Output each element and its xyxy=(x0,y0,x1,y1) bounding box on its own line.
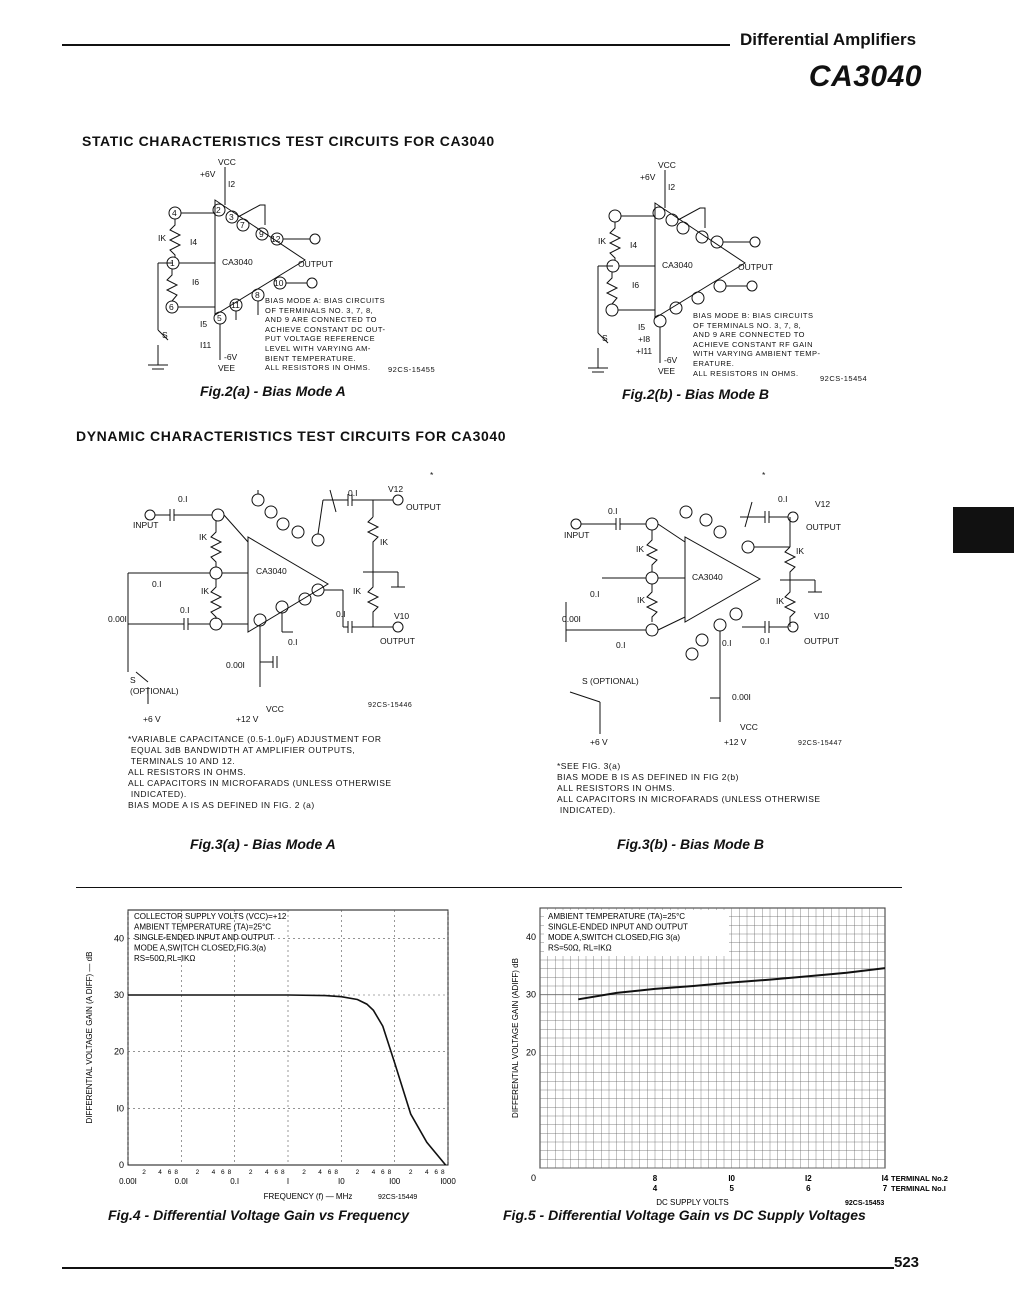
svg-text:0.I: 0.I xyxy=(288,637,298,647)
fig5-chart xyxy=(505,900,948,1207)
fig4-code: 92CS-15449 xyxy=(378,1194,418,1201)
fig2b-i8-label: +I8 xyxy=(638,334,651,344)
page-number: 523 xyxy=(894,1254,920,1271)
fig2a-i6-label: I6 xyxy=(192,277,200,287)
fig4-chart xyxy=(78,900,468,1200)
svg-text:VCC: VCC xyxy=(740,722,758,732)
svg-text:0.I: 0.I xyxy=(336,609,346,619)
svg-text:+12 V: +12 V xyxy=(724,737,747,747)
fig3a-switch-label: S xyxy=(130,675,136,685)
fig5-x-zero-label: 0 xyxy=(530,1173,536,1183)
fig4-condition-text: SINGLE-ENDED INPUT AND OUTPUT xyxy=(134,933,274,942)
thumb-tab xyxy=(953,507,1014,553)
fig2b-output-label: OUTPUT xyxy=(738,262,773,272)
svg-text:4: 4 xyxy=(172,208,177,218)
fig4-x-tick-label: 0.0I xyxy=(174,1177,189,1186)
fig2b-neg6-label: -6V xyxy=(664,355,678,365)
svg-text:VCC: VCC xyxy=(266,704,284,714)
svg-text:6: 6 xyxy=(169,302,174,312)
fig4-x-tick-label: I00 xyxy=(389,1177,401,1186)
fig2a-i2-label: I2 xyxy=(228,179,236,189)
fig5-x-tick-label-t1: 5 xyxy=(729,1184,734,1193)
fig5-x-tick-label-t2: 8 xyxy=(652,1174,658,1183)
dynamic-section-title: DYNAMIC CHARACTERISTICS TEST CIRCUITS FOR CA3040 xyxy=(76,428,507,444)
fig4-minor-tick-label: 8 xyxy=(334,1169,338,1176)
svg-text:IK: IK xyxy=(380,537,389,547)
svg-text:0.I: 0.I xyxy=(722,638,732,648)
fig3b-caption: Fig.3(b) - Bias Mode B xyxy=(617,836,764,852)
svg-text:(OPTIONAL): (OPTIONAL) xyxy=(130,686,179,696)
svg-text:0.00I: 0.00I xyxy=(562,614,581,624)
fig5-x-tick-label-t2: I2 xyxy=(804,1174,812,1183)
fig2a-i11-label: I11 xyxy=(200,340,212,350)
fig5-x-tick-label-t1: 6 xyxy=(806,1184,811,1193)
fig4-condition-text: COLLECTOR SUPPLY VOLTS (VCC)=+12 xyxy=(134,912,287,921)
fig4-minor-tick-label: 6 xyxy=(274,1169,278,1176)
fig4-minor-tick-label: 2 xyxy=(195,1169,200,1176)
svg-text:0.00I: 0.00I xyxy=(108,614,127,624)
svg-text:2: 2 xyxy=(216,205,221,215)
fig2b-i6-label: I6 xyxy=(632,280,640,290)
fig4-y-tick-label: 30 xyxy=(113,990,124,1000)
fig2a-vcc-label: VCC xyxy=(218,157,236,167)
fig2a-output-label: OUTPUT xyxy=(298,259,333,269)
fig4-minor-tick-label: 6 xyxy=(167,1169,172,1176)
fig4-condition-text: MODE A,SWITCH CLOSED,FIG.3(a) xyxy=(134,943,267,953)
fig4-minor-tick-label: 8 xyxy=(387,1169,392,1176)
svg-text:IK: IK xyxy=(637,595,646,605)
fig2b-caption: Fig.2(b) - Bias Mode B xyxy=(622,386,769,402)
fig4-series-line xyxy=(128,995,446,1165)
fig3a-code: 92CS-15446 xyxy=(368,702,413,709)
fig4-minor-tick-label: 8 xyxy=(281,1169,285,1176)
fig4-minor-tick-label: 4 xyxy=(211,1169,216,1176)
fig3a-caption: Fig.3(a) - Bias Mode A xyxy=(190,836,336,852)
fig2a-switch-label: S xyxy=(162,330,168,340)
fig5-x-axis-title: DC SUPPLY VOLTS xyxy=(656,1198,729,1207)
svg-text:0.I: 0.I xyxy=(608,506,618,516)
fig2a-neg6-label: -6V xyxy=(224,352,238,362)
fig3a-input-label: INPUT xyxy=(133,520,159,530)
fig4-minor-tick-label: 6 xyxy=(381,1169,385,1176)
svg-text:11: 11 xyxy=(231,300,240,310)
fig2a-i5-label: I5 xyxy=(200,319,208,329)
fig4-minor-tick-label: 6 xyxy=(221,1169,225,1176)
svg-text:V10: V10 xyxy=(814,611,830,621)
fig4-condition-text: RS=50Ω,RL=IKΩ xyxy=(134,954,196,963)
svg-text:IK: IK xyxy=(636,544,645,554)
fig4-minor-tick-label: 4 xyxy=(318,1169,322,1176)
fig4-x-tick-label: I xyxy=(286,1177,290,1186)
svg-text:0.I: 0.I xyxy=(348,488,358,498)
fig3a-star: * xyxy=(430,470,434,480)
svg-text:0.00I: 0.00I xyxy=(226,660,245,670)
fig4-y-tick-label: 40 xyxy=(113,933,124,944)
svg-text:0.I: 0.I xyxy=(778,494,788,504)
fig5-x-tick-label-t1: 4 xyxy=(652,1184,658,1193)
fig3a-chip-label: CA3040 xyxy=(256,566,287,576)
fig2b-r1k-label: IK xyxy=(598,236,607,246)
fig4-minor-tick-label: 2 xyxy=(142,1169,146,1176)
fig2b-plus6-label: +6V xyxy=(640,172,656,182)
fig4-minor-tick-label: 2 xyxy=(302,1169,306,1176)
fig3b-circuit xyxy=(560,472,860,752)
fig2b-vee-label: VEE xyxy=(658,366,676,376)
svg-text:0.I: 0.I xyxy=(590,589,600,599)
fig5-y-axis-title: DIFFERENTIAL VOLTAGE GAIN (ADIFF) dB xyxy=(511,958,520,1118)
fig4-y-tick-label: 20 xyxy=(113,1046,124,1057)
svg-text:12: 12 xyxy=(271,234,281,244)
fig2b-vcc-label: VCC xyxy=(658,160,676,170)
fig4-y-tick-label: 0 xyxy=(118,1160,124,1170)
fig4-x-tick-label: 0.00I xyxy=(119,1177,137,1186)
fig5-code: 92CS-15453 xyxy=(845,1200,885,1207)
svg-text:V10: V10 xyxy=(394,611,410,621)
svg-text:IK: IK xyxy=(353,586,362,596)
fig4-x-tick-label: 0.I xyxy=(230,1177,240,1186)
fig5-condition-text: AMBIENT TEMPERATURE (TA)=25°C xyxy=(548,912,686,921)
fig3a-note: *VARIABLE CAPACITANCE (0.5-1.0μF) ADJUSTMENT FOR EQUAL 3dB BANDWIDTH AT AMPLIFIER OUTPUTS, TERMINALS 10 AND 12. ALL RESISTORS IN OHMS. ALL CAPACITORS IN MICROFARADS (UNLESS OTHERWISE INDICATED). BIAS MODE A IS AS DEFINED IN FIG. 2 (a) xyxy=(128,734,392,810)
fig5-caption: Fig.5 - Differential Voltage Gain vs DC Supply Voltages xyxy=(503,1207,866,1223)
graph-divider xyxy=(76,887,902,888)
svg-text:0.I: 0.I xyxy=(616,640,626,650)
fig3b-note: *SEE FIG. 3(a) BIAS MODE B IS AS DEFINED IN FIG 2(b) ALL RESISTORS IN OHMS. ALL CAPACITORS IN MICROFARADS (UNLESS OTHERWISE INDICATED). xyxy=(557,761,821,815)
fig3b-code: 92CS-15447 xyxy=(798,740,843,747)
fig4-y-tick-label: I0 xyxy=(116,1103,124,1114)
fig5-y-tick-label: 40 xyxy=(525,931,536,942)
fig5-x-tick-label-t2: I4 xyxy=(881,1174,889,1183)
svg-text:+6 V: +6 V xyxy=(590,737,608,747)
fig4-minor-tick-label: 8 xyxy=(441,1169,445,1176)
svg-text:5: 5 xyxy=(217,313,222,323)
svg-text:10: 10 xyxy=(274,278,284,288)
fig2b-chip-label: CA3040 xyxy=(662,260,693,270)
svg-text:0.I: 0.I xyxy=(178,494,188,504)
fig2b-note: BIAS MODE B: BIAS CIRCUITS OF TERMINALS NO. 3, 7, 8, AND 9 ARE CONNECTED TO ACHIEVE CONSTANT RF GAIN WITH VARYING AMBIENT TEMP- ERATURE. ALL RESISTORS IN OHMS. xyxy=(693,311,821,378)
fig4-x-tick-label: I000 xyxy=(440,1177,456,1186)
fig4-minor-tick-label: 8 xyxy=(227,1169,232,1176)
fig4-x-axis-title: FREQUENCY (f) — MHz xyxy=(263,1192,353,1201)
fig4-y-axis-title: DIFFERENTIAL VOLTAGE GAIN (A DIFF) — dB xyxy=(85,951,94,1124)
svg-text:0.I: 0.I xyxy=(152,579,162,589)
fig4-minor-tick-label: 4 xyxy=(371,1169,376,1176)
svg-text:1: 1 xyxy=(170,258,175,268)
fig3b-star: * xyxy=(762,470,766,480)
svg-text:7: 7 xyxy=(240,220,245,230)
fig4-minor-tick-label: 4 xyxy=(158,1169,162,1176)
header-category: Differential Amplifiers xyxy=(740,30,917,49)
fig4-minor-tick-label: 2 xyxy=(408,1169,413,1176)
footer-rule xyxy=(62,1267,894,1269)
svg-text:IK: IK xyxy=(776,596,785,606)
fig2a-plus6-label: +6V xyxy=(200,169,216,179)
fig5-x-tick-label-t1: 7 xyxy=(882,1184,888,1193)
fig3b-output12-label: OUTPUT xyxy=(806,522,841,532)
fig2a-chip-label: CA3040 xyxy=(222,257,253,267)
fig5-axis-name-t1: TERMINAL No.I xyxy=(891,1184,946,1193)
fig5-axis-name-t2: TERMINAL No.2 xyxy=(891,1174,948,1183)
fig5-x-tick-label-t2: I0 xyxy=(728,1174,736,1183)
fig2a-r1k-label: IK xyxy=(158,233,167,243)
svg-text:V12: V12 xyxy=(388,484,404,494)
fig3a-output10-label: OUTPUT xyxy=(380,636,415,646)
fig3b-switch-label: S (OPTIONAL) xyxy=(582,676,639,686)
fig4-minor-tick-label: 8 xyxy=(174,1169,178,1176)
fig4-minor-tick-label: 6 xyxy=(434,1169,438,1176)
fig4-minor-tick-label: 6 xyxy=(327,1169,332,1176)
fig3b-input-label: INPUT xyxy=(564,530,590,540)
fig4-minor-tick-label: 4 xyxy=(264,1169,269,1176)
fig3a-output12-label: OUTPUT xyxy=(406,502,441,512)
svg-text:IK: IK xyxy=(199,532,208,542)
fig2b-i11-label: +I11 xyxy=(636,346,653,356)
fig4-condition-text: AMBIENT TEMPERATURE (TA)=25°C xyxy=(134,922,272,932)
svg-text:8: 8 xyxy=(255,290,260,300)
svg-text:9: 9 xyxy=(259,229,264,239)
fig5-condition-text: RS=50Ω, RL=IKΩ xyxy=(548,943,612,953)
fig4-minor-tick-label: 4 xyxy=(424,1169,429,1176)
fig2b-switch-label: S xyxy=(602,333,608,343)
fig2a-i4-label: I4 xyxy=(190,237,198,247)
fig4-caption: Fig.4 - Differential Voltage Gain vs Frequency xyxy=(108,1207,410,1223)
fig3b-chip-label: CA3040 xyxy=(692,572,723,582)
fig5-y-tick-label: 20 xyxy=(525,1047,536,1058)
fig4-minor-tick-label: 2 xyxy=(248,1169,253,1176)
fig4-minor-tick-label: 2 xyxy=(355,1169,360,1176)
fig2b-i2-label: I2 xyxy=(668,182,676,192)
header-rule xyxy=(62,44,730,46)
svg-text:+12 V: +12 V xyxy=(236,714,259,724)
svg-text:0.00I: 0.00I xyxy=(732,692,751,702)
fig4-x-tick-label: I0 xyxy=(337,1177,345,1186)
svg-text:V12: V12 xyxy=(815,499,831,509)
svg-text:IK: IK xyxy=(201,586,210,596)
fig2a-code: 92CS-15455 xyxy=(388,365,436,374)
fig2a-note: BIAS MODE A: BIAS CIRCUITS OF TERMINALS NO. 3, 7, 8, AND 9 ARE CONNECTED TO ACHIEVE CONSTANT DC OUT- PUT VOLTAGE REFERENCE LEVEL WITH VARYING AM- BIENT TEMPERATURE. ALL RESISTORS IN OHMS. xyxy=(265,296,386,373)
svg-text:IK: IK xyxy=(796,546,805,556)
svg-text:3: 3 xyxy=(229,212,234,222)
svg-text:0.I: 0.I xyxy=(760,636,770,646)
fig5-condition-text: MODE A,SWITCH CLOSED,FIG 3(a) xyxy=(548,933,681,942)
fig3b-output10-label: OUTPUT xyxy=(804,636,839,646)
fig5-y-tick-label: 30 xyxy=(525,989,536,1000)
fig3a-circuit xyxy=(108,472,453,722)
fig2b-i5-label: I5 xyxy=(638,322,646,332)
svg-text:+6 V: +6 V xyxy=(143,714,161,724)
fig5-condition-text: SINGLE-ENDED INPUT AND OUTPUT xyxy=(548,922,688,932)
svg-text:0.I: 0.I xyxy=(180,605,190,615)
header-part-number: CA3040 xyxy=(808,60,922,93)
fig2b-code: 92CS-15454 xyxy=(820,374,868,383)
fig2a-caption: Fig.2(a) - Bias Mode A xyxy=(200,383,346,399)
static-section-title: STATIC CHARACTERISTICS TEST CIRCUITS FOR CA3040 xyxy=(82,133,495,149)
fig2b-i4-label: I4 xyxy=(630,240,638,250)
fig2a-vee-label: VEE xyxy=(218,363,236,373)
